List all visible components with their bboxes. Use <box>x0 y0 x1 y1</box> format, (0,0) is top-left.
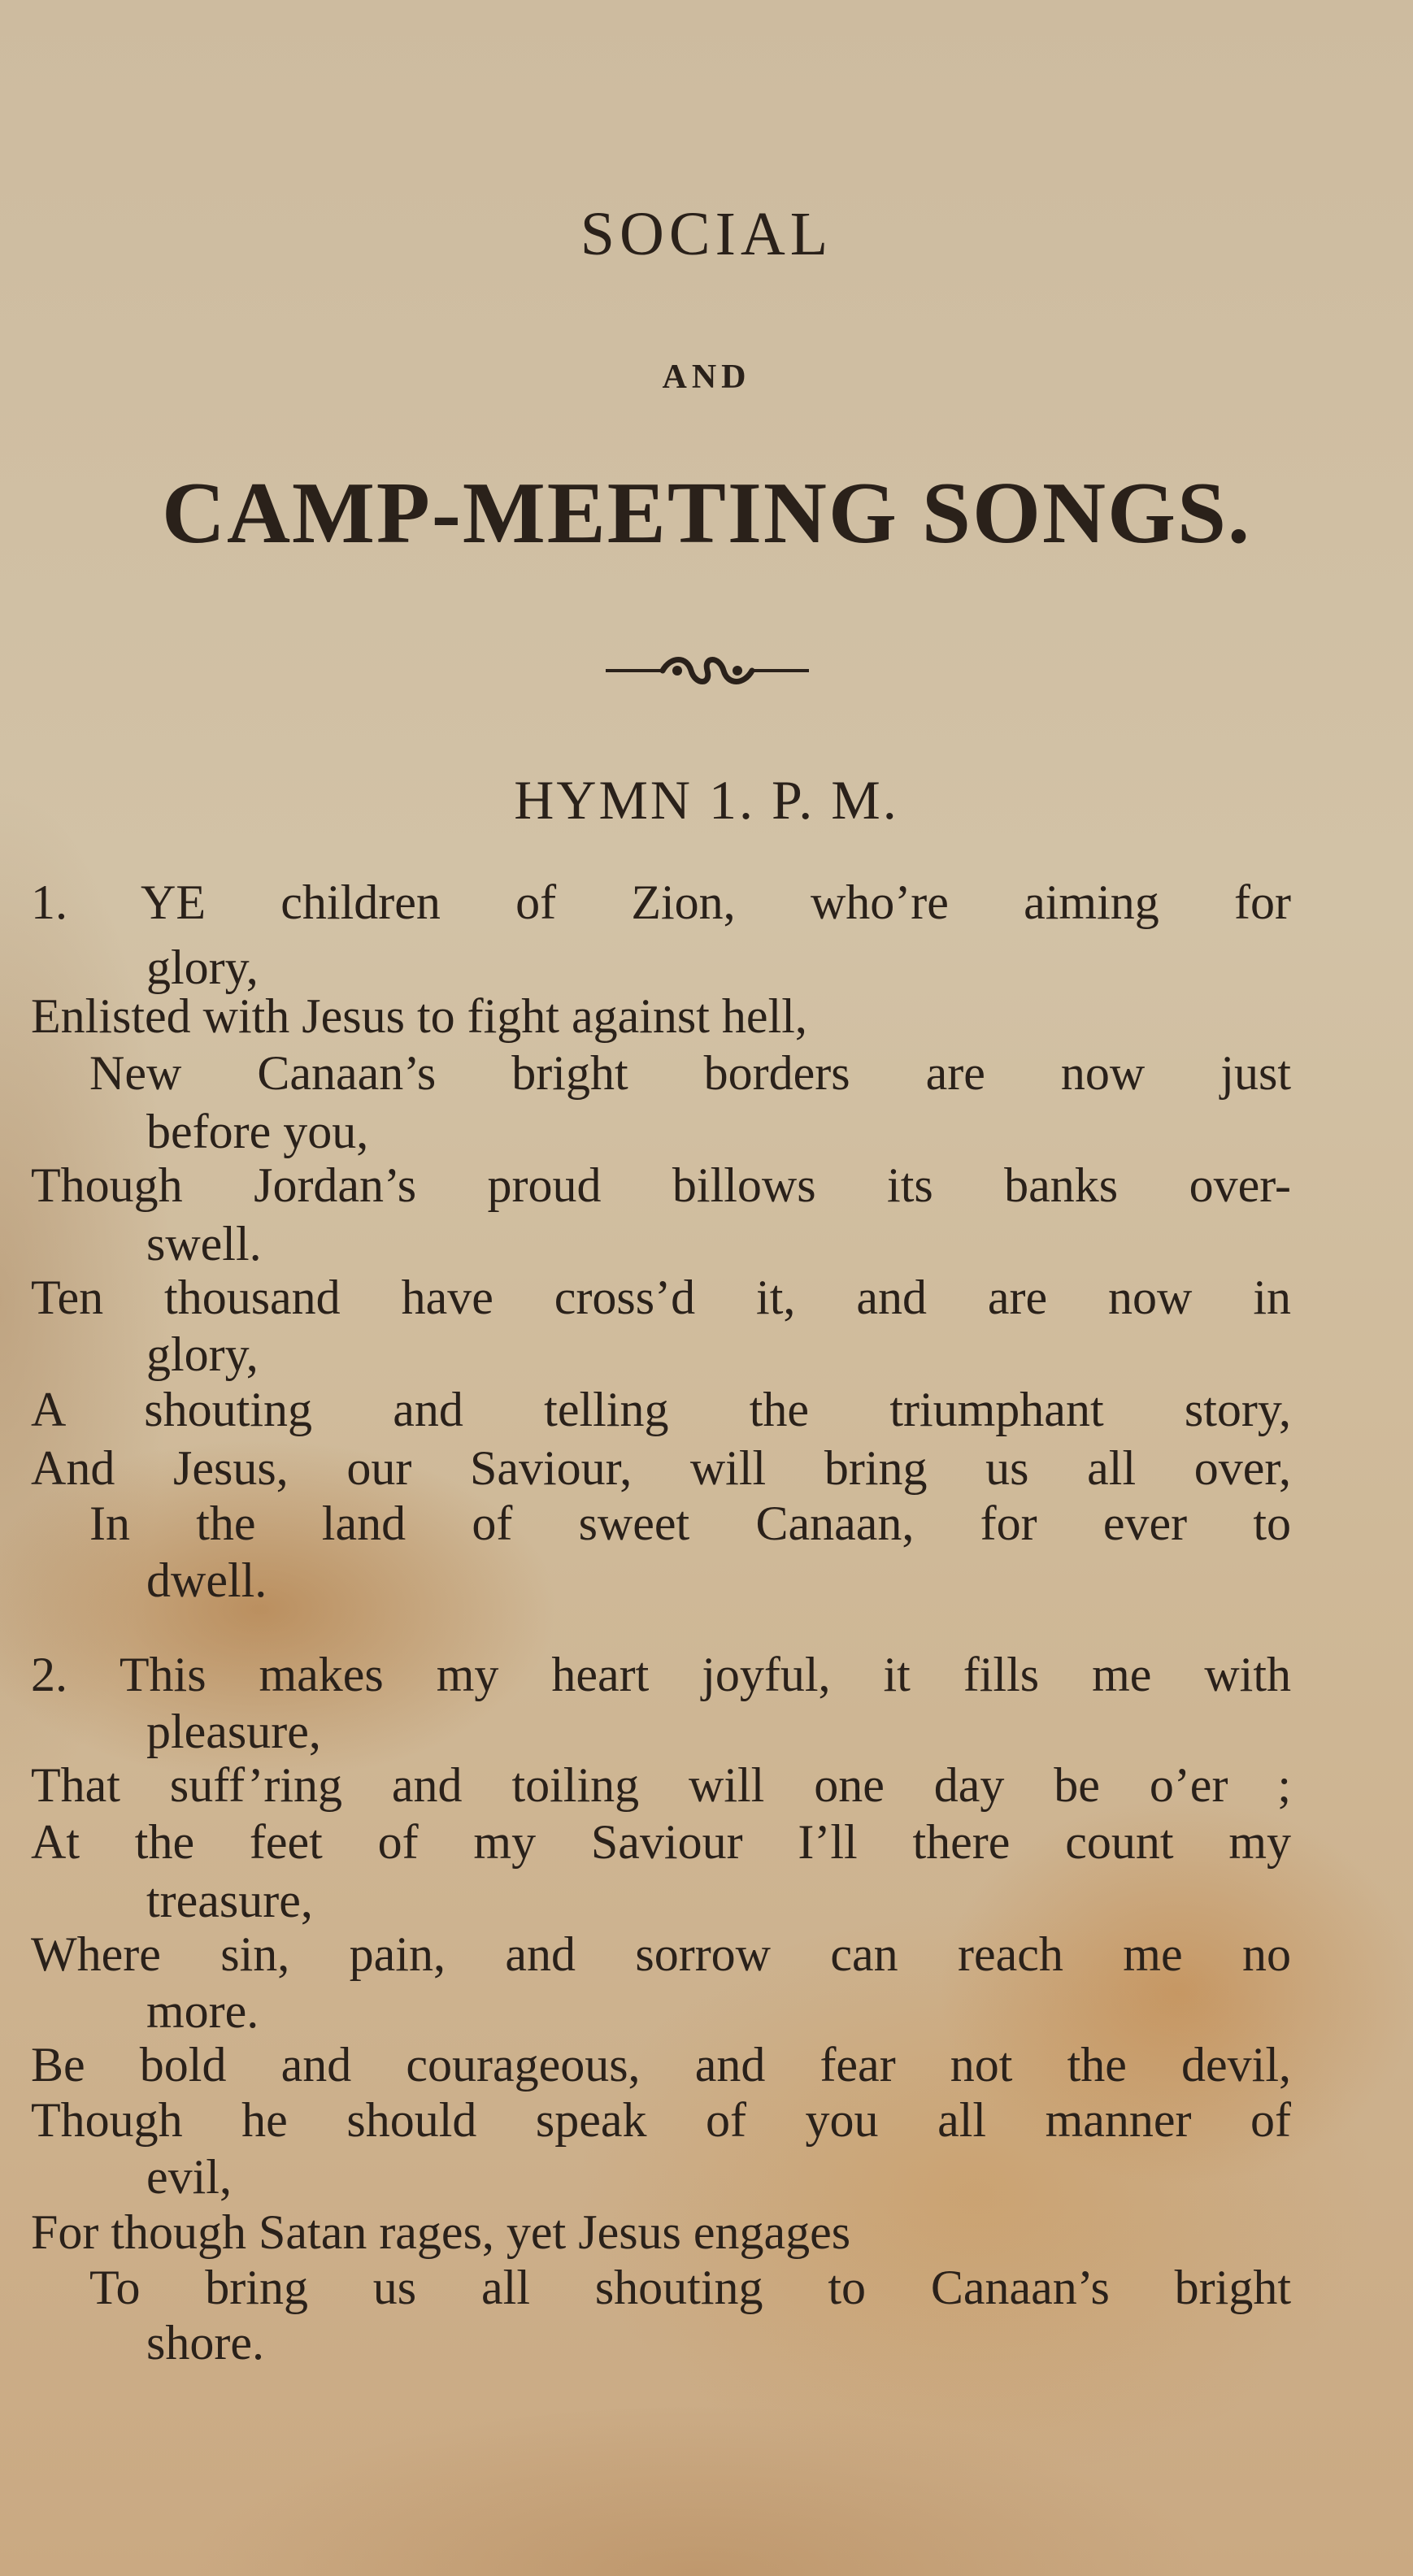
verse-1-line-8: Ten thousand have cross’d it, and are now in <box>31 1271 1291 1324</box>
title-line-social: SOCIAL <box>580 200 833 268</box>
verse-2-line-8: Be bold and courageous, and fear not the devil, <box>31 2038 1291 2092</box>
verse-1-line-12: In the land of sweet Canaan, for ever to <box>89 1497 1291 1550</box>
hymn-title: HYMN 1. P. M. <box>514 769 899 831</box>
verse-1-line-4: New Canaan’s bright borders are now just <box>89 1046 1291 1100</box>
verse-2-line-13: shore. <box>146 2316 264 2370</box>
verse-1-line-3: Enlisted with Jesus to fight against hell, <box>31 989 807 1043</box>
verse-1-line-1: 1. YE children of Zion, who’re aiming for <box>31 875 1291 929</box>
verse-1-line-13: dwell. <box>146 1553 267 1607</box>
verse-1-line-9: glory, <box>146 1327 259 1381</box>
verse-1-line-10: A shouting and telling the triumphant story, <box>31 1383 1291 1436</box>
verse-2-line-3: That suff’ring and toiling will one day be o’er ; <box>31 1758 1291 1812</box>
verse-2-line-9: Though he should speak of you all manner of <box>31 2093 1291 2147</box>
book-title: CAMP-MEETING SONGS. <box>161 465 1252 562</box>
verse-1-line-7: swell. <box>146 1217 262 1271</box>
verse-2-line-10: evil, <box>146 2150 232 2204</box>
verse-2-line-12: To bring us all shouting to Canaan’s bright <box>89 2261 1291 2314</box>
ornament-divider-icon <box>606 646 809 695</box>
verse-2-line-1: 2. This makes my heart joyful, it fills me with <box>31 1648 1291 1701</box>
verse-2-line-11: For though Satan rages, yet Jesus engages <box>31 2205 851 2259</box>
verse-2-line-2: pleasure, <box>146 1705 321 1758</box>
verse-2-line-5: treasure, <box>146 1874 313 1927</box>
verse-1-line-6: Though Jordan’s proud billows its banks over- <box>31 1158 1291 1212</box>
verse-2-line-4: At the feet of my Saviour I’ll there count my <box>31 1815 1291 1869</box>
verse-1-line-5: before you, <box>146 1105 369 1158</box>
verse-1-line-11: And Jesus, our Saviour, will bring us all over, <box>31 1441 1291 1495</box>
verse-2-line-6: Where sin, pain, and sorrow can reach me no <box>31 1927 1291 1981</box>
verse-1-line-2: glory, <box>146 940 259 994</box>
verse-2-line-7: more. <box>146 1984 259 2038</box>
title-line-and: AND <box>662 358 751 396</box>
